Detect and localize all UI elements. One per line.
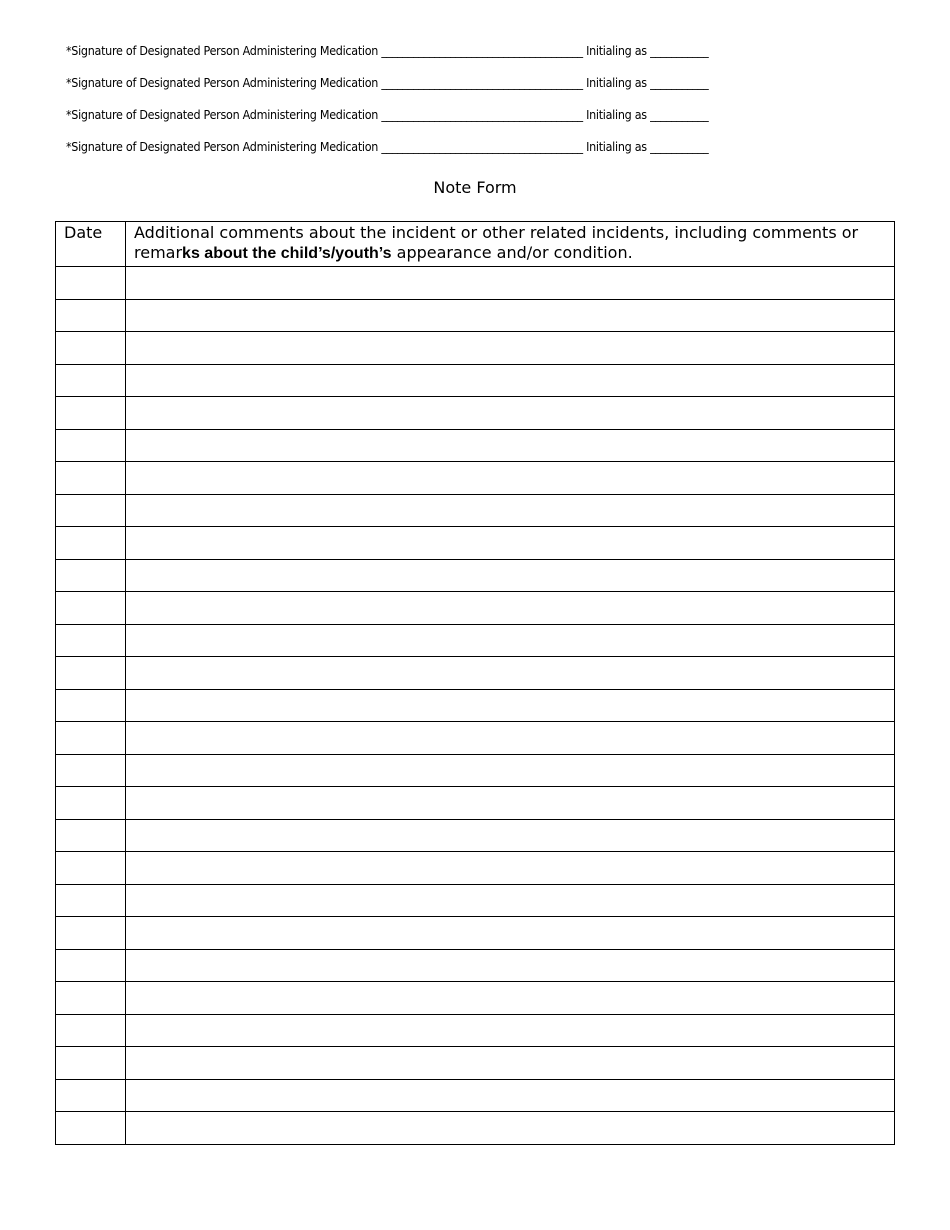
table-row — [56, 462, 895, 495]
form-title: Note Form — [433, 178, 517, 197]
comment-cell[interactable] — [126, 527, 895, 560]
date-cell[interactable] — [56, 722, 126, 755]
signature-initial-label: Initialing as — [586, 108, 647, 122]
table-row — [56, 332, 895, 365]
comment-cell[interactable] — [126, 1112, 895, 1145]
date-cell[interactable] — [56, 397, 126, 430]
comment-cell[interactable] — [126, 1047, 895, 1080]
signature-label: *Signature of Designated Person Administering Medication — [66, 108, 379, 122]
comment-cell[interactable] — [126, 754, 895, 787]
signature-label: *Signature of Designated Person Administering Medication — [66, 140, 379, 154]
comment-cell[interactable] — [126, 884, 895, 917]
signature-initial-line: ___________ — [650, 108, 709, 122]
table-row — [56, 364, 895, 397]
signature-line[interactable] — [66, 44, 819, 58]
table-row — [56, 722, 895, 755]
table-row — [56, 1079, 895, 1112]
table-row — [56, 429, 895, 462]
comment-cell[interactable] — [126, 559, 895, 592]
table-row — [56, 494, 895, 527]
table-row — [56, 917, 895, 950]
comment-cell[interactable] — [126, 267, 895, 300]
date-cell[interactable] — [56, 332, 126, 365]
date-cell[interactable] — [56, 917, 126, 950]
table-row — [56, 1112, 895, 1145]
date-cell[interactable] — [56, 689, 126, 722]
date-cell[interactable] — [56, 267, 126, 300]
comment-cell[interactable] — [126, 397, 895, 430]
table-row — [56, 689, 895, 722]
date-cell[interactable] — [56, 852, 126, 885]
comment-cell[interactable] — [126, 429, 895, 462]
comment-cell[interactable] — [126, 852, 895, 885]
table-row — [56, 852, 895, 885]
comment-cell[interactable] — [126, 819, 895, 852]
date-cell[interactable] — [56, 1079, 126, 1112]
signature-initial-line: ___________ — [650, 140, 709, 154]
signature-initial-label: Initialing as — [586, 140, 647, 154]
signature-initial-label: Initialing as — [586, 76, 647, 90]
signature-line: ______________________________________ — [381, 44, 583, 58]
comment-cell[interactable] — [126, 1014, 895, 1047]
comment-cell[interactable] — [126, 332, 895, 365]
signature-label: *Signature of Designated Person Administering Medication — [66, 76, 379, 90]
table-row — [56, 819, 895, 852]
date-cell[interactable] — [56, 299, 126, 332]
table-row — [56, 624, 895, 657]
signature-label: *Signature of Designated Person Administering Medication — [66, 44, 379, 58]
signature-line: ______________________________________ — [381, 140, 583, 154]
date-cell[interactable] — [56, 1014, 126, 1047]
date-cell[interactable] — [56, 364, 126, 397]
date-cell[interactable] — [56, 624, 126, 657]
comment-cell[interactable] — [126, 657, 895, 690]
date-cell[interactable] — [56, 982, 126, 1015]
comment-cell[interactable] — [126, 689, 895, 722]
date-cell[interactable] — [56, 657, 126, 690]
table-row — [56, 397, 895, 430]
comment-cell[interactable] — [126, 982, 895, 1015]
table-row — [56, 1014, 895, 1047]
comment-cell[interactable] — [126, 299, 895, 332]
signature-line[interactable] — [66, 140, 819, 154]
date-cell[interactable] — [56, 819, 126, 852]
table-row — [56, 787, 895, 820]
comment-cell[interactable] — [126, 494, 895, 527]
date-cell[interactable] — [56, 884, 126, 917]
comment-cell[interactable] — [126, 624, 895, 657]
date-cell[interactable] — [56, 754, 126, 787]
date-cell[interactable] — [56, 592, 126, 625]
table-row — [56, 1047, 895, 1080]
signature-line: ______________________________________ — [381, 108, 583, 122]
note-table — [55, 221, 895, 1145]
date-cell[interactable] — [56, 429, 126, 462]
date-cell[interactable] — [56, 949, 126, 982]
comment-cell[interactable] — [126, 1079, 895, 1112]
signature-line[interactable] — [66, 76, 819, 90]
table-row — [56, 982, 895, 1015]
date-header: Date — [56, 222, 126, 267]
table-row — [56, 299, 895, 332]
comment-cell[interactable] — [126, 917, 895, 950]
signature-initial-line: ___________ — [650, 76, 709, 90]
comment-cell[interactable] — [126, 949, 895, 982]
comment-cell[interactable] — [126, 787, 895, 820]
date-cell[interactable] — [56, 1047, 126, 1080]
table-row — [56, 949, 895, 982]
table-row — [56, 754, 895, 787]
comment-cell[interactable] — [126, 592, 895, 625]
table-row — [56, 657, 895, 690]
signature-initial-line: ___________ — [650, 44, 709, 58]
comment-cell[interactable] — [126, 462, 895, 495]
comments-header: Additional comments about the incident or other related incidents, including comments or remarks about the child’s/youth’s appearance and/or condition. — [126, 222, 895, 267]
signature-line[interactable] — [66, 108, 819, 122]
comment-cell[interactable] — [126, 364, 895, 397]
date-cell[interactable] — [56, 559, 126, 592]
date-cell[interactable] — [56, 787, 126, 820]
table-row — [56, 527, 895, 560]
signature-initial-label: Initialing as — [586, 44, 647, 58]
table-row — [56, 884, 895, 917]
date-cell[interactable] — [56, 462, 126, 495]
date-cell[interactable] — [56, 527, 126, 560]
comment-cell[interactable] — [126, 722, 895, 755]
table-row — [56, 559, 895, 592]
table-row — [56, 267, 895, 300]
date-cell[interactable] — [56, 1112, 126, 1145]
signature-line: ______________________________________ — [381, 76, 583, 90]
table-row — [56, 592, 895, 625]
date-cell[interactable] — [56, 494, 126, 527]
